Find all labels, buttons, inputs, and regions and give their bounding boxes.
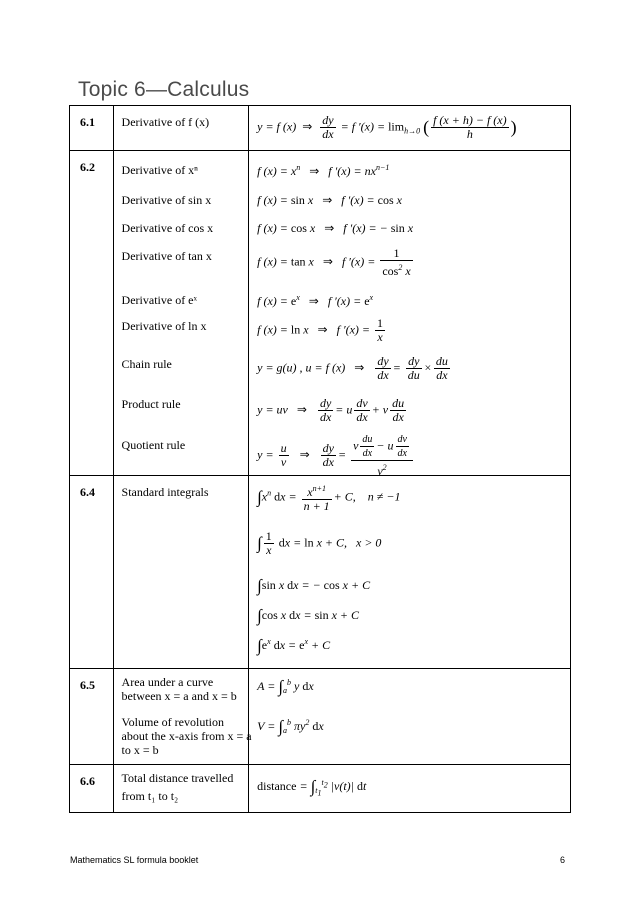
row-number: 6.1	[70, 106, 114, 151]
row-label: Derivative of f (x)	[121, 115, 210, 129]
integral-xn: $\int x^n$ dx = $\frac{x^{n+1}}{n + 1}$ + C, n ≠ −1	[257, 484, 401, 513]
formula-tan: f (x) = tan x ⇒ f ′(x) = $\frac{1}{\cos^2 x}$	[257, 246, 411, 278]
label-volume-line3: to x = b	[121, 743, 159, 757]
formula-volume: $V = \int_a^b$ $\pi y^2$ dx	[257, 717, 324, 736]
label-derivative-tan: Derivative of tan x	[121, 249, 212, 263]
footer-booklet-name: Mathematics SL formula booklet	[70, 855, 199, 865]
label-derivative-cos: Derivative of cos x	[121, 221, 214, 235]
formula-chain-rule: y = g(u) , u = f (x) ⇒ $\frac{dy}{dx}$ = $\frac{dy}{du}$ × $\frac{du}{dx}$	[257, 354, 448, 382]
table-row	[70, 765, 571, 813]
label-quotient-rule: Quotient rule	[121, 438, 186, 452]
formula-derivative-definition: y = f (x) ⇒ $\frac{dy}{dx}$ = f $'(x) = \lim_{h\to 0}$ ( $\frac{f (x + h) - f (x)}{h}$ )	[257, 113, 517, 141]
formula-exp: f $(x) = e^x$ ⇒ f $'(x) = e^x$	[257, 293, 374, 308]
label-product-rule: Product rule	[121, 397, 181, 411]
formula-sin: f (x) = sin x ⇒ f ′(x) = cos x	[257, 193, 402, 207]
formula-distance: distance = $\int_{t_1}^{t_2}$ |v(t)| dt	[257, 777, 367, 798]
table-row	[70, 151, 571, 476]
page-title: Topic 6—Calculus	[78, 78, 250, 101]
label-chain-rule: Chain rule	[121, 357, 172, 371]
label-derivative-sin: Derivative of sin x	[121, 193, 212, 207]
integral-cos: ∫cos x dx = sin x + C	[257, 606, 360, 625]
integral-sin: ∫sin x dx = − cos x + C	[257, 576, 371, 595]
table-row	[70, 476, 571, 669]
table-row	[70, 669, 571, 765]
row-number: 6.4	[70, 476, 114, 669]
row-number: 6.5	[70, 669, 114, 765]
label-derivative-xn: Derivative of xⁿ	[121, 163, 198, 177]
formula-cos: f (x) = cos x ⇒ f ′(x) = − sin x	[257, 221, 414, 235]
row-label: Standard integrals	[121, 485, 209, 499]
formula-ln: f (x) = ln x ⇒ f ′(x) = $\frac{1}{x}$	[257, 316, 383, 344]
formula-xn: f $(x) = x^n$ ⇒ f $'(x) = nx^{n-1}$	[257, 163, 390, 178]
table-row	[70, 106, 571, 151]
row-number: 6.6	[70, 765, 114, 813]
label-derivative-exp: Derivative of eˣ	[121, 293, 197, 307]
formula-table	[69, 105, 571, 813]
label-derivative-ln: Derivative of ln x	[121, 319, 207, 333]
integral-exp: $\int e^x$ dx = $e^x + C$	[257, 636, 331, 655]
footer-page-number: 6	[560, 855, 566, 865]
integral-1-over-x: ∫ $\frac{1}{x}$ dx = ln x + C, x > 0	[257, 529, 382, 557]
label-volume-line2: about the x-axis from x = a	[121, 729, 252, 743]
label-area-line2: between x = a and x = b	[121, 689, 237, 703]
formula-area: $A = \int_a^b$ y dx	[257, 677, 314, 696]
row-number: 6.2	[70, 151, 114, 476]
label-distance-line2: from t₁ to t₂	[121, 789, 179, 803]
label-volume-line1: Volume of revolution	[121, 715, 224, 729]
label-area-line1: Area under a curve	[121, 675, 214, 689]
formula-quotient-rule: y = $\frac{u}{v}$ ⇒ $\frac{dy}{dx}$ = v $\frac{du}{dx}$ − u $\frac{dv}{dx}$ $v^2$	[257, 433, 415, 478]
formula-product-rule: y = uv ⇒ $\frac{dy}{dx}$ = u $\frac{dv}{dx}$ + v $\frac{du}{dx}$	[257, 396, 405, 424]
label-distance-line1: Total distance travelled	[121, 771, 234, 785]
